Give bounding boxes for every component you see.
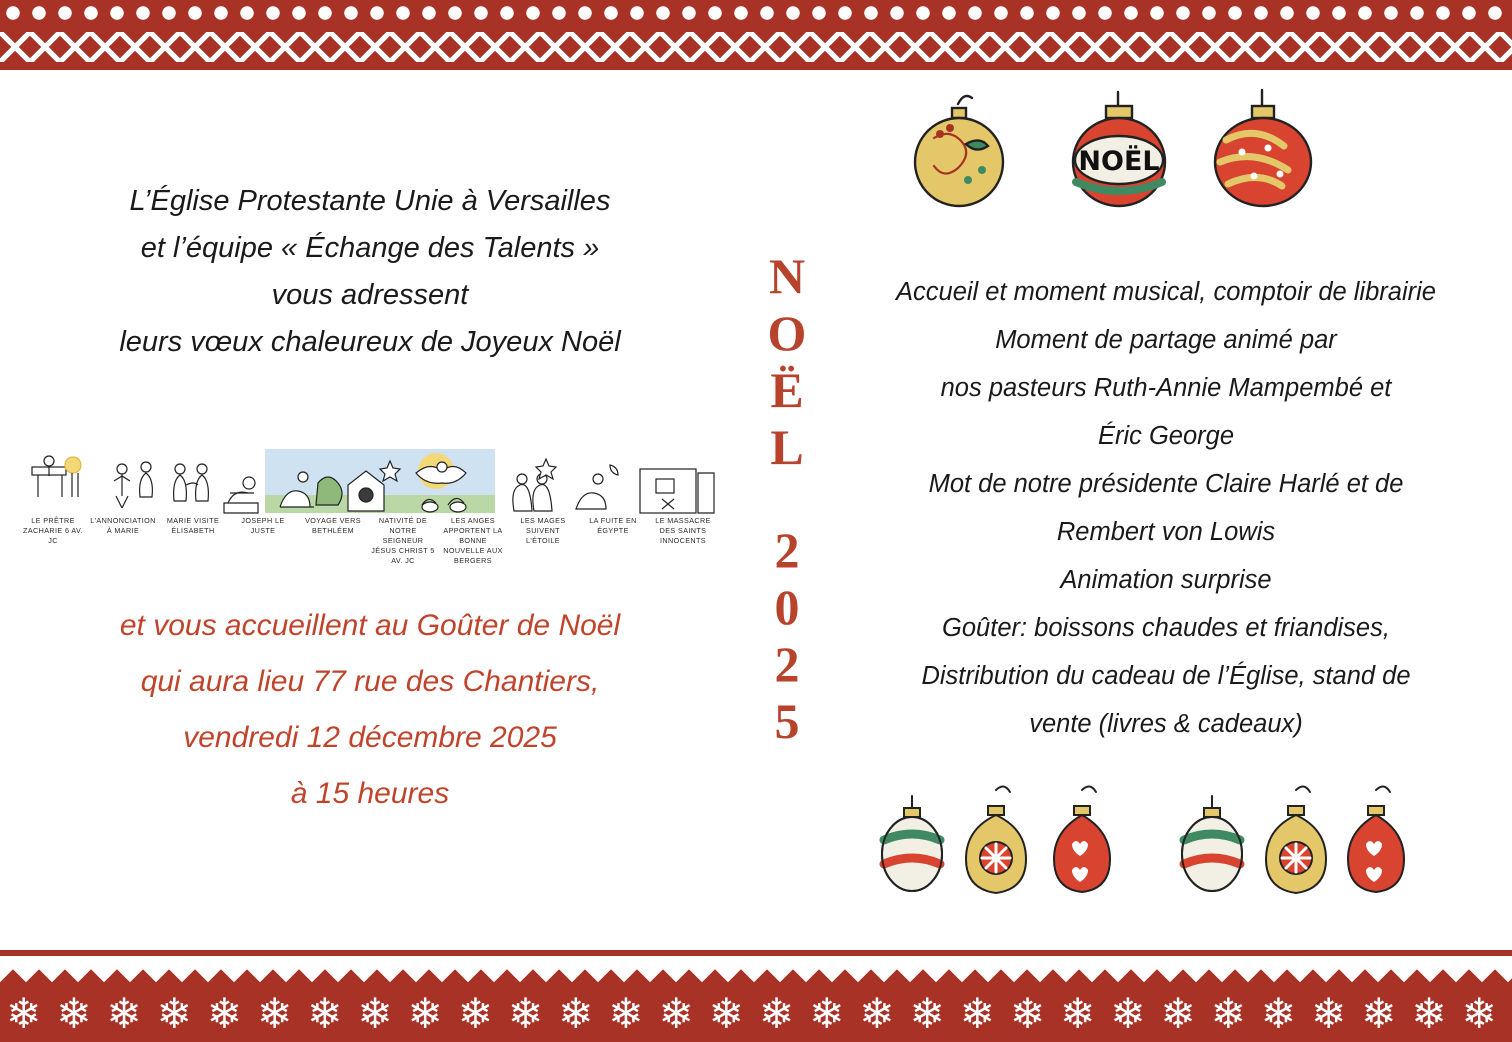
greeting-line-4: leurs vœux chaleureux de Joyeux Noël: [119, 326, 621, 358]
border-snowflake-band: ❄❄❄❄❄❄❄❄❄❄❄❄❄❄❄❄❄❄❄❄❄❄❄❄❄❄❄❄❄❄: [0, 986, 1512, 1042]
programme-line-6: Rembert von Lowis: [1056, 518, 1276, 546]
vertical-char: 2: [774, 636, 800, 692]
invitation-line-2: qui aura lieu 77 rue des Chantiers,: [140, 665, 600, 698]
strip-caption: JOSEPH LE JUSTE: [241, 516, 285, 535]
vertical-char: 0: [774, 579, 800, 635]
ornament-row-svg: [876, 778, 1406, 928]
top-border-decoration: [0, 0, 1512, 70]
ornament-row-illustration: [876, 778, 1406, 928]
bauble-noel-text: NOËL: [1078, 146, 1160, 177]
border-triangle-band: [0, 956, 1512, 982]
border-solid-band-2: [0, 62, 1512, 70]
strip-caption: L'ANNONCIATION À MARIE: [90, 516, 156, 535]
vertical-gap: [752, 476, 822, 522]
strip-caption: LA FUITE EN ÉGYPTE: [589, 516, 637, 535]
vertical-noel-2025-title: [752, 248, 822, 750]
greeting-block: [40, 178, 700, 366]
invitation-block: [40, 598, 700, 822]
programme-line-8: Goûter: boissons chaudes et friandises,: [942, 614, 1390, 642]
strip-caption: LES ANGES APPORTENT LA BONNE NOUVELLE AUX BERGERS: [443, 516, 503, 565]
invitation-line-4: à 15 heures: [290, 777, 450, 810]
vertical-char: L: [770, 419, 804, 475]
strip-caption: LE MASSACRE DES SAINTS INNOCENTS: [655, 516, 711, 545]
programme-block: [846, 268, 1486, 748]
bottom-border-decoration: [0, 950, 1512, 1040]
vertical-char: 2: [774, 522, 800, 578]
invitation-line-1: et vous accueillent au Goûter de Noël: [119, 609, 621, 642]
programme-line-4: Éric George: [1097, 422, 1235, 450]
programme-line-7: Animation surprise: [1060, 566, 1272, 594]
greeting-line-1: L’Église Protestante Unie à Versailles: [129, 185, 611, 217]
border-dot-band: [0, 0, 1512, 26]
hanging-baubles-svg: [896, 88, 1356, 218]
vertical-char: N: [768, 248, 806, 304]
vertical-char: O: [767, 305, 807, 361]
greeting-line-3: vous adressent: [271, 279, 469, 311]
vertical-char: Ë: [770, 362, 804, 418]
programme-line-2: Moment de partage animé par: [995, 326, 1337, 354]
invitation-line-3: vendredi 12 décembre 2025: [183, 721, 557, 754]
vertical-char: 5: [774, 693, 800, 749]
nativity-strip-captions: [18, 516, 718, 576]
strip-caption: MARIE VISITE ÉLISABETH: [166, 516, 220, 535]
strip-caption: NATIVITÉ DE NOTRE SEIGNEUR JÉSUS CHRIST 5 AV. JC: [371, 516, 435, 565]
strip-caption: LES MAGES SUIVENT L'ÉTOILE: [520, 516, 566, 545]
hanging-baubles-illustration: [896, 88, 1356, 218]
programme-line-1: Accueil et moment musical, comptoir de librairie: [896, 278, 1436, 306]
greeting-line-2: et l’équipe « Échange des Talents »: [140, 232, 600, 264]
programme-line-10: vente (livres & cadeaux): [1029, 710, 1303, 738]
strip-caption: VOYAGE VERS BETHLÉEM: [305, 516, 361, 535]
right-column: [836, 78, 1496, 958]
programme-line-3: nos pasteurs Ruth-Annie Mampembé et: [940, 374, 1392, 402]
left-column: [0, 78, 730, 958]
programme-line-5: Mot de notre présidente Claire Harlé et de: [928, 470, 1404, 498]
border-cross-band: [0, 32, 1512, 62]
strip-caption: LE PRÊTRE ZACHARIE 6 AV. JC: [23, 516, 83, 545]
programme-line-9: Distribution du cadeau de l’Église, stand de: [921, 662, 1411, 690]
